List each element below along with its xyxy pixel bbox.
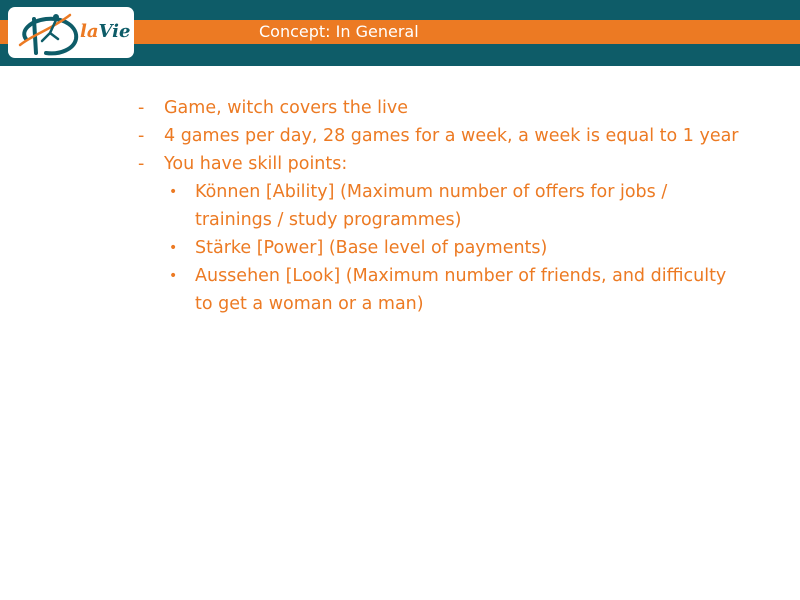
bullet-item <box>134 122 744 150</box>
sub-bullet-text: Aussehen [Look] (Maximum number of friends, and difficulty to get a woman or a man) <box>195 266 727 314</box>
slide-body <box>134 94 744 318</box>
dash-marker: - <box>138 126 145 146</box>
bullet-item <box>134 94 744 122</box>
dash-marker: - <box>138 154 145 174</box>
sub-bullet-item <box>134 234 744 262</box>
logo-text-vie: Vie <box>98 21 131 42</box>
bullet-item <box>134 150 744 178</box>
bullet-text: Game, witch covers the live <box>164 98 408 118</box>
sub-bullet-text: Stärke [Power] (Base level of payments) <box>195 238 548 258</box>
sub-bullet-item <box>134 262 744 318</box>
slide-title: Concept: In General <box>259 22 419 41</box>
sub-bullet-item <box>134 178 744 234</box>
logo-wordmark <box>80 21 130 43</box>
bullet-dot-marker: • <box>169 268 178 284</box>
dlavie-logo <box>8 7 134 58</box>
bullet-text: You have skill points: <box>164 154 348 174</box>
bullet-dot-marker: • <box>169 184 178 200</box>
bullet-dot-marker: • <box>169 240 178 256</box>
logo-figure-icon <box>12 9 84 57</box>
logo-text-la: la <box>80 21 99 42</box>
dash-marker: - <box>138 98 145 118</box>
sub-bullet-text: Können [Ability] (Maximum number of offers for jobs / trainings / study programmes) <box>195 182 668 230</box>
bullet-text: 4 games per day, 28 games for a week, a week is equal to 1 year <box>164 126 739 146</box>
